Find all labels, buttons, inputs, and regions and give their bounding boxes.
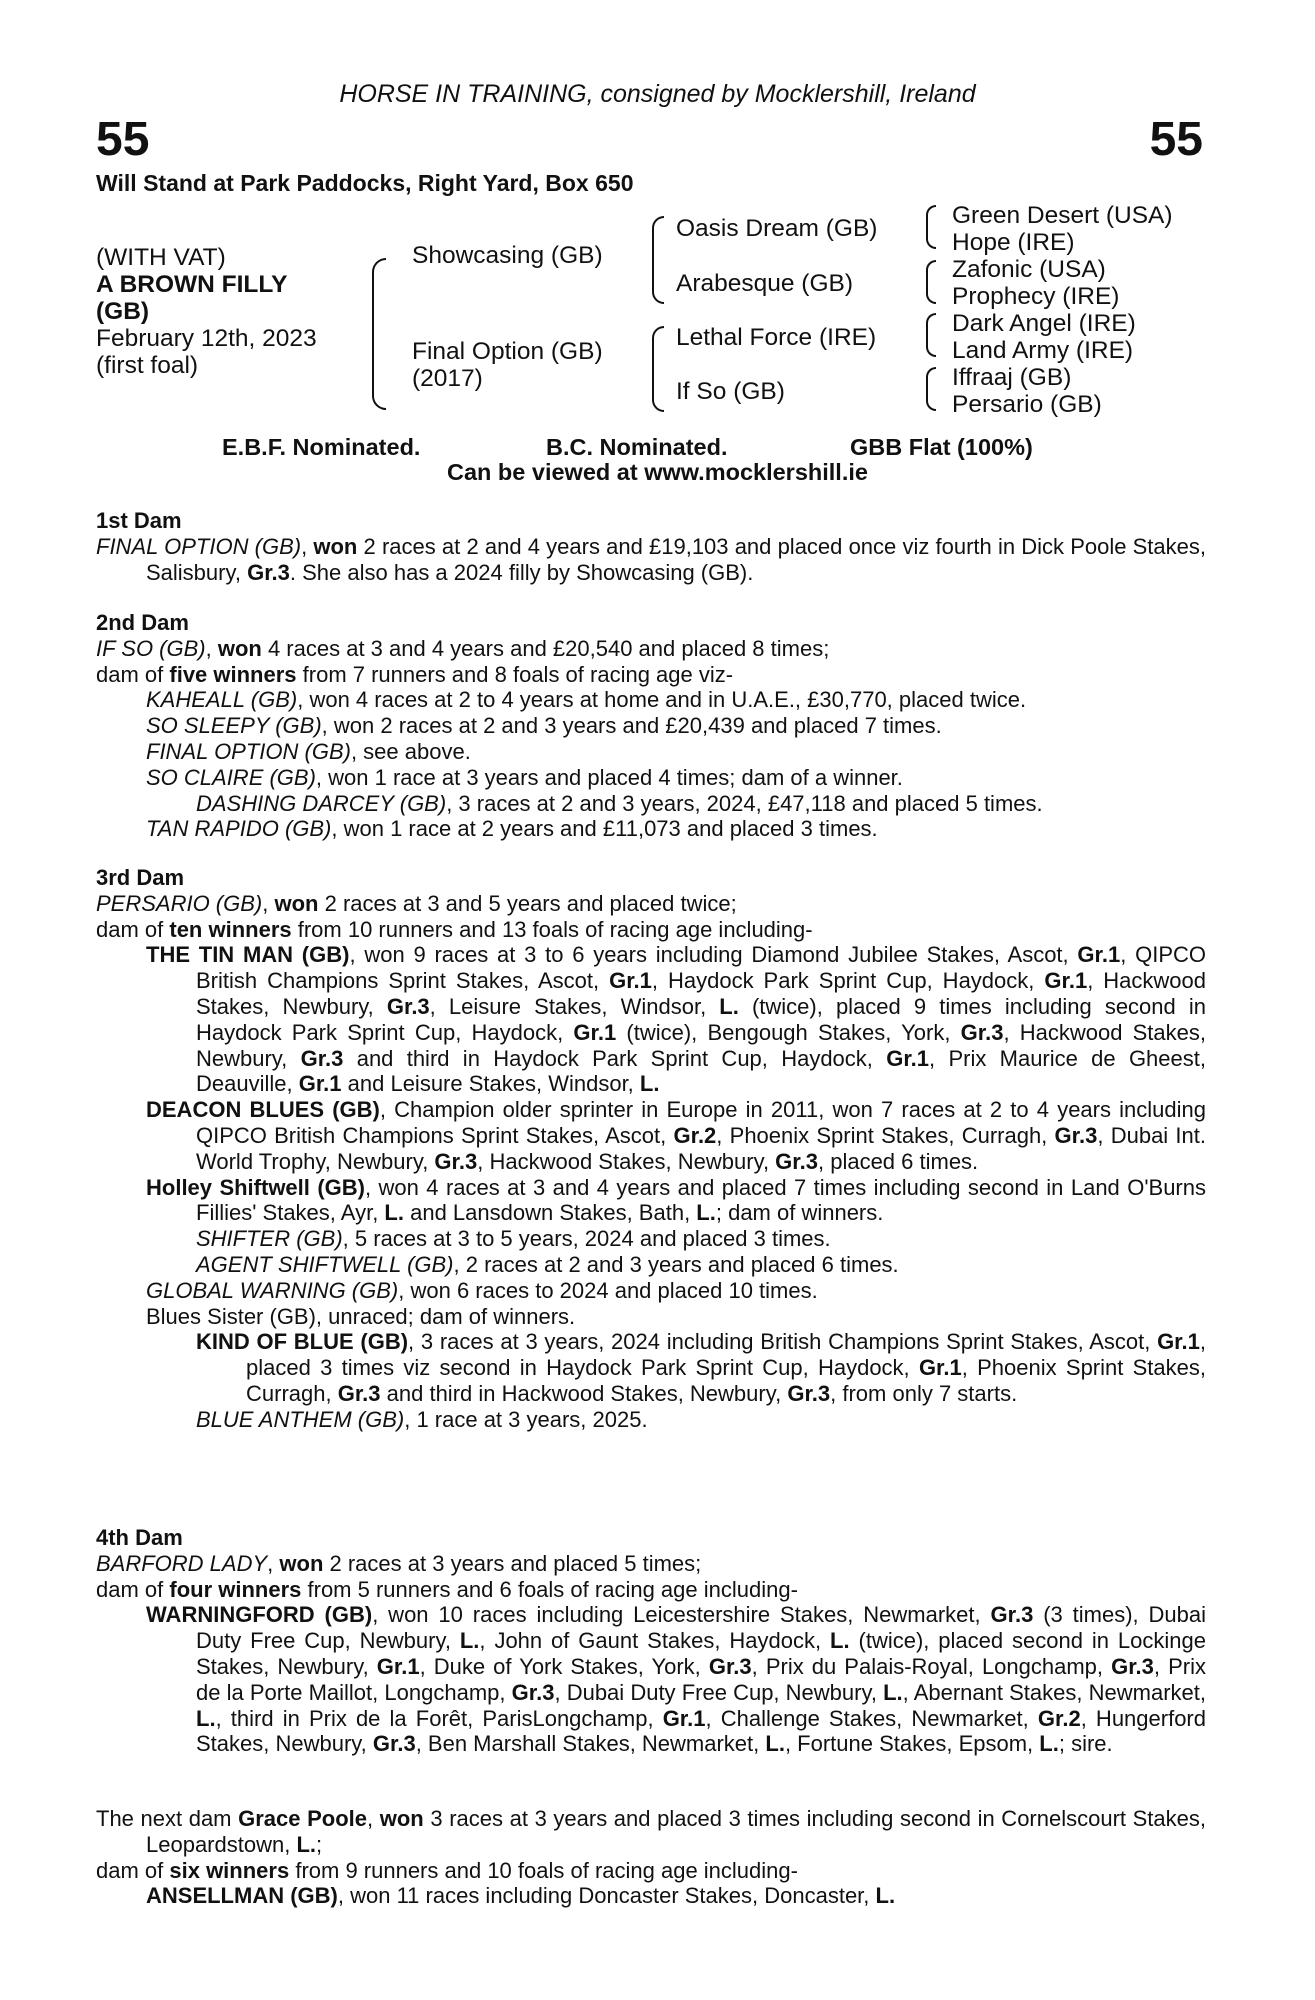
third-dam-heading: 3rd Dam [96,865,185,890]
foal-note: (first foal) [96,352,199,379]
dam-name: Final Option (GB) [412,338,603,365]
catalogue-header-title: HORSE IN TRAINING, consigned by Mocklershill, Ireland [339,80,976,108]
gbb-status: GBB Flat (100%) [850,434,1033,460]
list-item: GLOBAL WARNING (GB), won 6 races to 2024 and placed 10 times. [146,1277,818,1303]
ancestor-4: Prophecy (IRE) [952,283,1120,310]
second-dam-produce-summary: dam of five winners from 7 runners and 8 foals of racing age viz- [96,661,734,687]
fourth-dam-section [96,1525,1206,1757]
list-item: KAHEALL (GB), won 4 races at 2 to 4 years at home and in U.A.E., £30,770, placed twice. [146,687,1027,713]
list-item: ANSELLMAN (GB), won 11 races including Doncaster Stakes, Doncaster, L. [146,1883,896,1909]
sire-line-brace [652,216,664,304]
brace-g3 [926,313,936,357]
list-item: DEACON BLUES (GB), Champion older sprinter in Europe in 2011, won 7 races at 2 to 4 years including QIPCO British Champions Sprint Stakes, Ascot, Gr.2, Phoenix Sprint Stakes, Curragh, Gr.3, Dubai Int. World Trophy, Newbury, Gr.3, Hackwood Stakes, Newbury, Gr.3, placed 6 times. [146,1097,1206,1174]
ancestor-7: Iffraaj (GB) [952,364,1072,391]
list-item: BLUE ANTHEM (GB), 1 race at 3 years, 2025. [196,1406,648,1432]
list-item: Blues Sister (GB), unraced; dam of winners. [146,1303,576,1329]
second-dam-record: IF SO (GB), won 4 races at 3 and 4 years and £20,540 and placed 8 times; [96,635,830,661]
horse-origin: (GB) [96,298,150,325]
ancestor-2: Hope (IRE) [952,229,1075,256]
first-dam-record: FINAL OPTION (GB), won 2 races at 2 and 4 years and £19,103 and placed once viz fourth in Dick Poole Stakes, Salisbury, Gr.3. She also has a 2024 filly by Showcasing (GB). [96,533,1206,585]
list-item: FINAL OPTION (GB), see above. [146,738,471,764]
brace-g1 [926,205,936,249]
dam-dam-name: If So (GB) [676,378,785,405]
second-dam-heading: 2nd Dam [96,610,189,635]
horse-description: A BROWN FILLY [96,271,288,298]
list-item: SO SLEEPY (GB), won 2 races at 2 and 3 years and £20,439 and placed 7 times. [146,713,942,739]
third-dam-record: PERSARIO (GB), won 2 races at 3 and 5 years and placed twice; [96,890,737,916]
dam-year: (2017) [412,365,483,392]
foaling-date: February 12th, 2023 [96,325,317,352]
dam-sire-name: Lethal Force (IRE) [676,324,877,351]
brace-g2 [926,260,936,304]
first-dam-heading: 1st Dam [96,508,182,533]
lot-number-right: 55 [1149,113,1203,166]
next-dam-record: The next dam Grace Poole, won 3 races at 3 years and placed 3 times including second in Cornelscourt Stakes, Leopardstown, L.; [96,1806,1206,1857]
list-item: SHIFTER (GB), 5 races at 3 to 5 years, 2024 and placed 3 times. [196,1226,831,1252]
ancestor-3: Zafonic (USA) [952,256,1106,283]
first-dam-section [96,508,1206,585]
ancestor-1: Green Desert (USA) [952,202,1173,229]
list-item: AGENT SHIFTWELL (GB), 2 races at 2 and 3 years and placed 6 times. [196,1251,899,1277]
fourth-dam-heading: 4th Dam [96,1525,183,1550]
third-dam-produce-summary: dam of ten winners from 10 runners and 13 foals of racing age including- [96,916,813,942]
list-item: TAN RAPIDO (GB), won 1 race at 2 years and £11,073 and placed 3 times. [146,816,878,842]
list-item: DASHING DARCEY (GB), 3 races at 2 and 3 years, 2024, £47,118 and placed 5 times. [196,790,1043,816]
fourth-dam-produce-summary: dam of four winners from 5 runners and 6 foals of racing age including- [96,1576,798,1602]
viewing-note: Can be viewed at www.mocklershill.ie [447,459,868,485]
sire-name: Showcasing (GB) [412,242,603,269]
dam-line-brace [652,326,664,412]
ebf-nomination: E.B.F. Nominated. [222,434,421,460]
vat-label: (WITH VAT) [96,244,226,271]
fourth-dam-record: BARFORD LADY, won 2 races at 3 years and placed 5 times; [96,1550,702,1576]
next-dam-section [96,1806,1206,1909]
list-item: KIND OF BLUE (GB), 3 races at 3 years, 2024 including British Champions Sprint Stakes, Ascot, Gr.1, placed 3 times viz second in Haydock Park Sprint Cup, Haydock, Gr.1, Phoenix Sprint Stakes, Curragh, Gr.3 and third in Hackwood Stakes, Newbury, Gr.3, from only 7 starts. [196,1329,1206,1406]
ancestor-6: Land Army (IRE) [952,337,1134,364]
ancestor-8: Persario (GB) [952,391,1102,418]
list-item: SO CLAIRE (GB), won 1 race at 3 years and placed 4 times; dam of a winner. [146,764,903,790]
third-dam-section [96,865,1206,1433]
brace-g4 [926,367,936,411]
list-item: WARNINGFORD (GB), won 10 races including Leicestershire Stakes, Newmarket, Gr.3 (3 times), Dubai Duty Free Cup, Newbury, L., John of Gaunt Stakes, Haydock, L. (twice), placed second in Lockinge Stakes, Newbury, Gr.1, Duke of York Stakes, York, Gr.3, Prix du Palais-Royal, Longchamp, Gr.3, Prix de la Porte Maillot, Longchamp, Gr.3, Dubai Duty Free Cup, Newbury, L., Abernant Stakes, Newmarket, L., third in Prix de la Forêt, ParisLongchamp, Gr.1, Challenge Stakes, Newmarket, Gr.2, Hungerford Stakes, Newbury, Gr.3, Ben Marshall Stakes, Newmarket, L., Fortune Stakes, Epsom, L.; sire. [146,1602,1206,1757]
bc-nomination: B.C. Nominated. [546,434,728,460]
list-item: THE TIN MAN (GB), won 9 races at 3 to 6 years including Diamond Jubilee Stakes, Ascot, Gr.1, QIPCO British Champions Sprint Stakes, Ascot, Gr.1, Haydock Park Sprint Cup, Haydock, Gr.1, Hackwood Stakes, Newbury, Gr.3, Leisure Stakes, Windsor, L. (twice), placed 9 times including second in Haydock Park Sprint Cup, Haydock, Gr.1 (twice), Bengough Stakes, York, Gr.3, Hackwood Stakes, Newbury, Gr.3 and third in Haydock Park Sprint Cup, Haydock, Gr.1, Prix Maurice de Gheest, Deauville, Gr.1 and Leisure Stakes, Windsor, L. [146,942,1207,1097]
stand-location: Will Stand at Park Paddocks, Right Yard, Box 650 [96,170,634,196]
sire-dam-name: Arabesque (GB) [676,270,854,297]
list-item: Holley Shiftwell (GB), won 4 races at 3 and 4 years and placed 7 times including second in Land O'Burns Fillies' Stakes, Ayr, L. and Lansdown Stakes, Bath, L.; dam of winners. [146,1174,1206,1226]
lot-number-left: 55 [96,113,150,166]
sire-dam-brace [372,258,386,410]
second-dam-section [96,610,1206,842]
ancestor-5: Dark Angel (IRE) [952,310,1136,337]
next-dam-produce-summary: dam of six winners from 9 runners and 10 foals of racing age including- [96,1857,798,1883]
sire-sire-name: Oasis Dream (GB) [676,215,878,242]
